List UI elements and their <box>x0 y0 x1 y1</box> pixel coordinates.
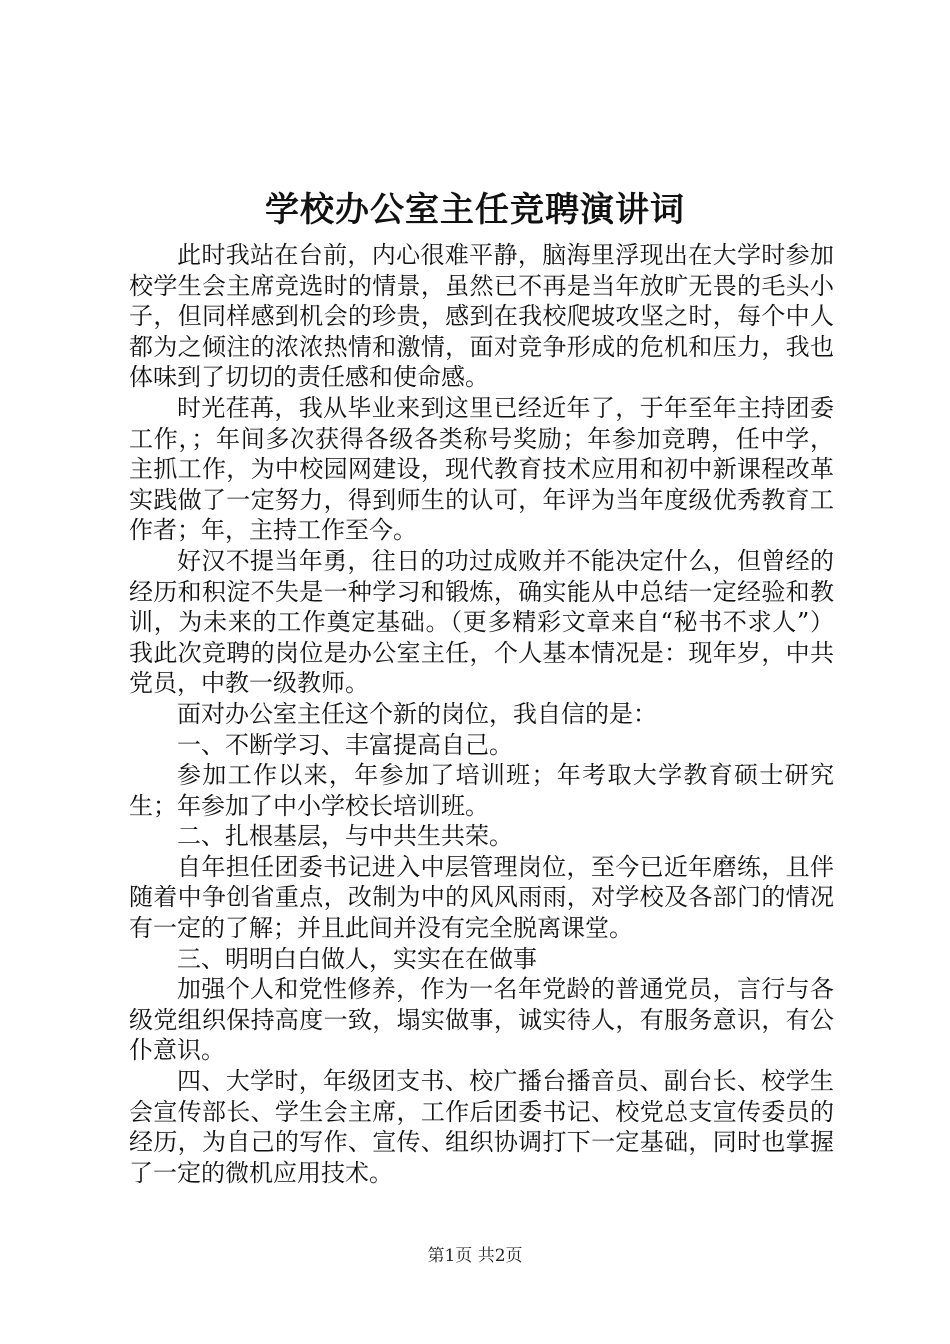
section-heading: 三、明明白白做人，实实在在做事 <box>177 944 537 973</box>
paragraph: 时光荏苒，我从毕业来到这里已经近年了，于年至年主持团委工作，；年间多次获得各级各类称号奖励；年参加竞聘，任中学，主抓工作，为中校园网建设，现代教育技术应用和初中新课程改革实践做了一定努力，得到师生的认可，年评为当年度级优秀教育工作者；年，主持工作至今。 <box>129 393 834 545</box>
paragraph: 此时我站在台前，内心很难平静，脑海里浮现出在大学时参加校学生会主席竞选时的情景，虽然已不再是当年放旷无畏的毛头小子，但同样感到机会的珍贵，感到在我校爬坡攻坚之时，每个中人都为之倾注的浓浓热情和激情，面对竞争形成的危机和压力，我也体味到了切切的责任感和使命感。 <box>129 241 834 392</box>
paragraph: 面对办公室主任这个新的岗位，我自信的是： <box>177 699 657 728</box>
section-heading: 二、扎根基层，与中共生共荣。 <box>177 822 513 851</box>
page-title: 学校办公室主任竞聘演讲词 <box>265 190 685 230</box>
page-number-footer: 第1页 共2页 <box>427 1246 523 1266</box>
paragraph: 四、大学时，年级团支书、校广播台播音员、副台长、校学生会宣传部长、学生会主席，工作后团委书记、校党总支宣传委员的经历，为自己的写作、宣传、组织协调打下一定基础，同时也掌握了一定的微机应用技术。 <box>129 1067 834 1187</box>
section-heading: 一、不断学习、丰富提高自己。 <box>177 730 513 759</box>
document-body <box>129 240 834 1188</box>
paragraph: 参加工作以来，年参加了培训班；年考取大学教育硕士研究生；年参加了中小学校长培训班。 <box>129 761 834 820</box>
paragraph: 自年担任团委书记进入中层管理岗位，至今已近年磨练，且伴随着中争创省重点，改制为中的风风雨雨，对学校及各部门的情况有一定的了解；并且此间并没有完全脱离课堂。 <box>129 852 834 943</box>
paragraph: 好汉不提当年勇，往日的功过成败并不能决定什么，但曾经的经历和积淀不失是一种学习和锻炼，确实能从中总结一定经验和教训，为未来的工作奠定基础。（更多精彩文章来自“秘书不求人”）我此次竞聘的岗位是办公室主任，个人基本情况是：现年岁，中共党员，中教一级教师。 <box>129 546 834 698</box>
paragraph: 加强个人和党性修养，作为一名年党龄的普通党员，言行与各级党组织保持高度一致，塌实做事，诚实待人，有服务意识，有公仆意识。 <box>129 975 834 1065</box>
